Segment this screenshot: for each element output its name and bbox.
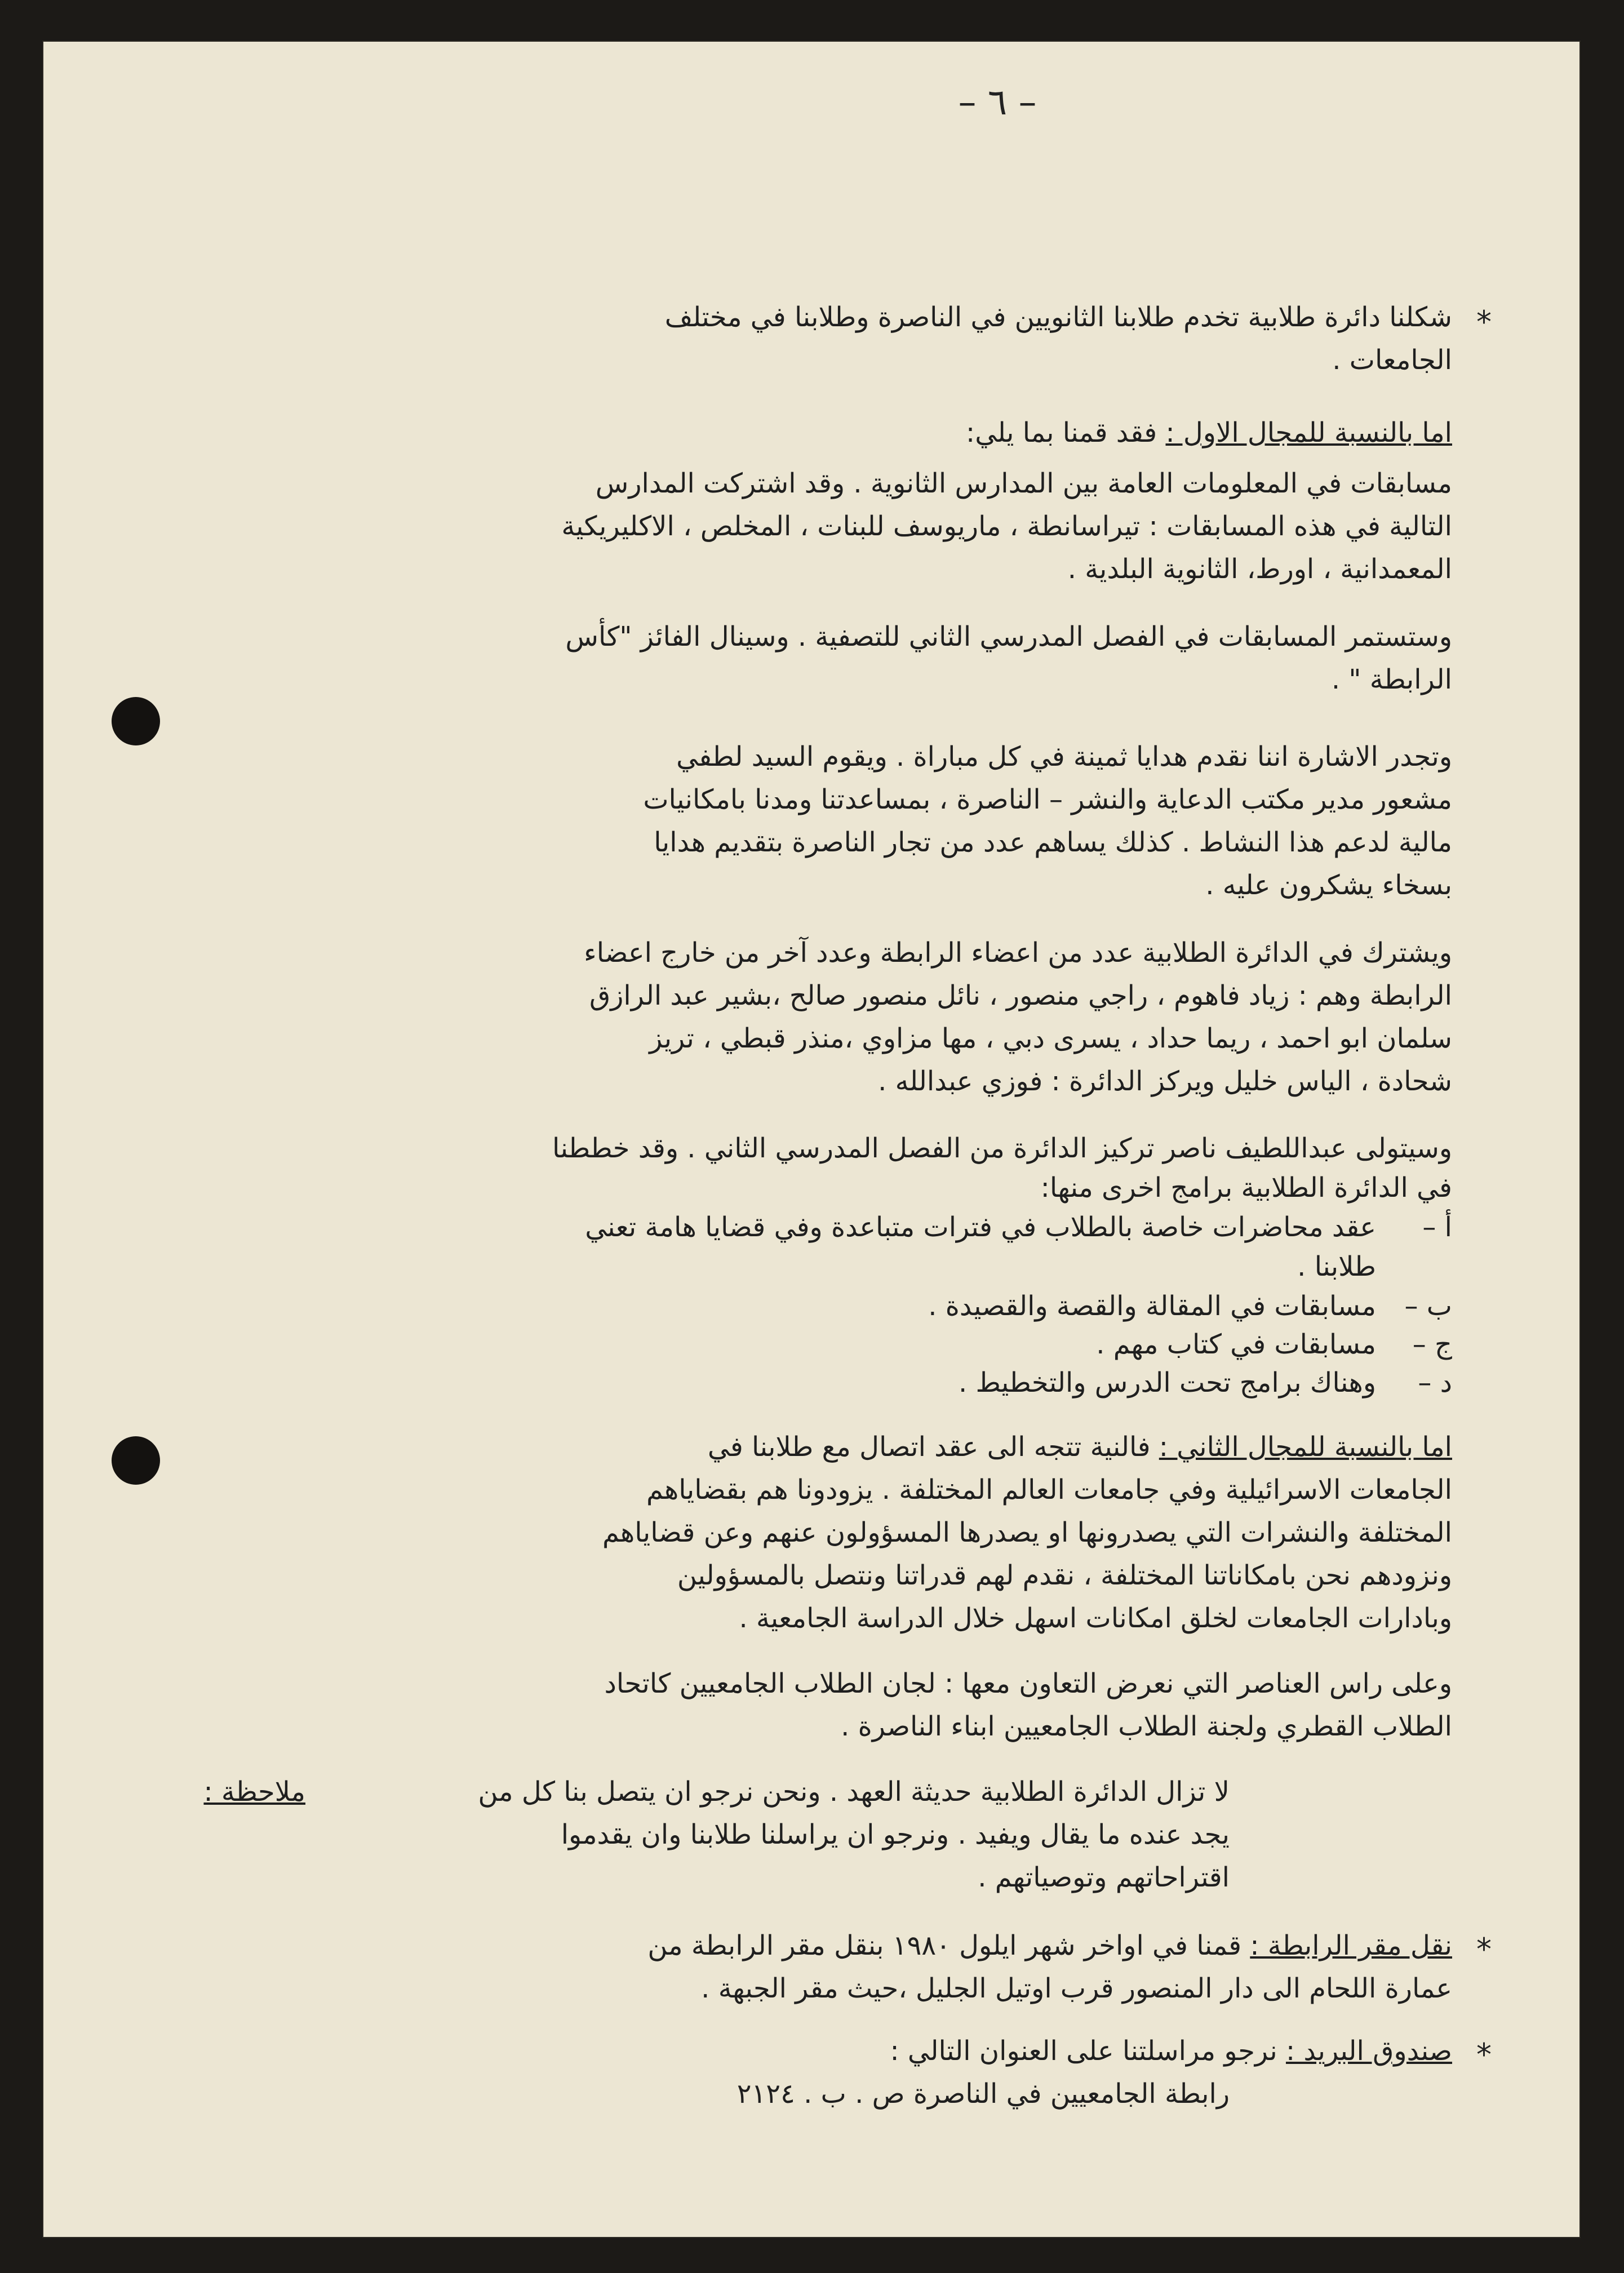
note-line-3: اقتراحاتهم وتوصياتهم . — [978, 1862, 1230, 1893]
sec2-p1-line-1: مسابقات في المعلومات العامة بين المدارس الثانوية . وقد اشتركت المدارس — [595, 468, 1452, 499]
sec2-p3-line-2: مشعور مدير مكتب الدعاية والنشر – الناصرة ، بمساعدتنا ومدنا بامكانيات — [643, 784, 1452, 815]
punch-hole-bottom — [112, 1436, 160, 1485]
pobox-line-2: رابطة الجامعيين في الناصرة ص . ب . ٢١٢٤ — [736, 2078, 1230, 2110]
pobox-label: صندوق البريد : — [1285, 2035, 1452, 2067]
sec2-heading-rest: فقد قمنا بما يلي: — [966, 417, 1157, 449]
sec3-p2-line-2: الطلاب القطري ولجنة الطلاب الجامعيين ابناء الناصرة . — [841, 1711, 1452, 1742]
bullet-star-1: * — [1476, 304, 1492, 340]
sec2-p4-line-3: سلمان ابو احمد ، ريما حداد ، يسرى دبي ، مها مزاوي ،منذر قبطي ، تريز — [649, 1023, 1452, 1054]
sec3-line-3: المختلفة والنشرات التي يصدرونها او يصدرها المسؤولون عنهم وعن قضاياهم — [602, 1517, 1452, 1548]
list-item-a: عقد محاضرات خاصة بالطلاب في فترات متباعدة وفي قضايا هامة تعني — [585, 1211, 1376, 1243]
list-marker-b: ب – — [1404, 1290, 1452, 1322]
hq-label: نقل مقر الرابطة : — [1250, 1930, 1452, 1961]
sec2-p2-line-2: الرابطة " . — [1331, 664, 1452, 695]
sec3-line-4: ونزودهم نحن بامكاناتنا المختلفة ، نقدم لهم قدراتنا ونتصل بالمسؤولين — [677, 1560, 1452, 1591]
bullet-star-3: * — [1476, 2037, 1492, 2072]
sec1-line-2: الجامعات . — [1332, 344, 1452, 376]
sec2-heading — [966, 411, 1452, 454]
sec3-p2-line-1: وعلى راس العناصر التي نعرض التعاون معها : لجان الطلاب الجامعيين كاتحاد — [604, 1668, 1452, 1699]
sec2-p3-line-3: مالية لدعم هذا النشاط . كذلك يساهم عدد من تجار الناصرة بتقديم هدايا — [654, 827, 1452, 858]
sec2-heading-label: اما بالنسبة للمجال الاول : — [1165, 417, 1452, 449]
list-marker-d: د – — [1418, 1367, 1452, 1399]
note-label-text: ملاحظة : — [203, 1776, 305, 1808]
sec2-p1-line-2: التالية في هذه المسابقات : تيراسانطة ، ماريوسف للبنات ، المخلص ، الاكليريكية — [561, 510, 1452, 542]
sec2-p4-line-2: الرابطة وهم : زياد فاهوم ، راجي منصور ، نائل منصور صالح ،بشير عبد الرازق — [589, 980, 1452, 1011]
sec2-p3-line-4: بسخاء يشكرون عليه . — [1205, 869, 1452, 901]
sec1-line-1: شكلنا دائرة طلابية تخدم طلابنا الثانويين في الناصرة وطلابنا في مختلف — [664, 301, 1452, 333]
sec2-p1-line-3: المعمدانية ، اورط، الثانوية البلدية . — [1067, 553, 1452, 585]
pobox-line-1 — [890, 2030, 1452, 2072]
note-line-1: لا تزال الدائرة الطلابية حديثة العهد . ونحن نرجو ان يتصل بنا كل من — [478, 1776, 1230, 1808]
sec3-label: اما بالنسبة للمجال الثاني : — [1159, 1431, 1452, 1463]
sec2-p4-line-1: ويشترك في الدائرة الطلابية عدد من اعضاء الرابطة وعدد آخر من خارج اعضاء — [584, 937, 1452, 969]
list-item-c: مسابقات في كتاب مهم . — [1096, 1329, 1376, 1360]
hq-line-1-rest: قمنا في اواخر شهر ايلول ١٩٨٠ بنقل مقر الرابطة من — [647, 1930, 1242, 1961]
list-item-a-cont: طلابنا . — [1297, 1251, 1376, 1282]
punch-hole-top — [112, 697, 160, 745]
sec3-line-5: وبادارات الجامعات لخلق امكانات اسهل خلال الدراسة الجامعية . — [739, 1602, 1452, 1634]
sec2-p5-line-2: في الدائرة الطلابية برامج اخرى منها: — [1040, 1172, 1452, 1204]
sec2-p3-line-1: وتجدر الاشارة اننا نقدم هدايا ثمينة في كل مباراة . ويقوم السيد لطفي — [676, 741, 1452, 773]
sec2-p2-line-1: وستستمر المسابقات في الفصل المدرسي الثاني للتصفية . وسينال الفائز "كأس — [565, 621, 1452, 652]
list-marker-c: ج – — [1412, 1329, 1452, 1360]
note-label — [203, 1770, 305, 1813]
note-line-2: يجد عنده ما يقال ويفيد . ونرجو ان يراسلنا طلابنا وان يقدموا — [561, 1819, 1230, 1850]
page-number: – ٦ – — [958, 82, 1037, 123]
bullet-star-2: * — [1476, 1932, 1492, 1967]
hq-line-2: عمارة اللحام الى دار المنصور قرب اوتيل الجليل ،حيث مقر الجبهة . — [701, 1973, 1452, 2004]
list-marker-a: أ – — [1422, 1211, 1452, 1243]
pobox-line-1-rest: نرجو مراسلتنا على العنوان التالي : — [890, 2035, 1277, 2067]
sec2-p5-line-1: وسيتولى عبداللطيف ناصر تركيز الدائرة من الفصل المدرسي الثاني . وقد خططنا — [552, 1133, 1452, 1164]
sec3-line-2: الجامعات الاسرائيلية وفي جامعات العالم المختلفة . يزودونا هم بقضاياهم — [646, 1474, 1452, 1506]
sec2-p4-line-4: شحادة ، الياس خليل ويركز الدائرة : فوزي عبدالله . — [878, 1066, 1452, 1097]
list-item-d: وهناك برامج تحت الدرس والتخطيط . — [958, 1367, 1376, 1399]
sec3-line-1 — [708, 1426, 1452, 1468]
sec3-line-1-rest: فالنية تتجه الى عقد اتصال مع طلابنا في — [707, 1431, 1151, 1463]
list-item-b: مسابقات في المقالة والقصة والقصيدة . — [928, 1290, 1376, 1322]
hq-line-1 — [647, 1924, 1452, 1967]
